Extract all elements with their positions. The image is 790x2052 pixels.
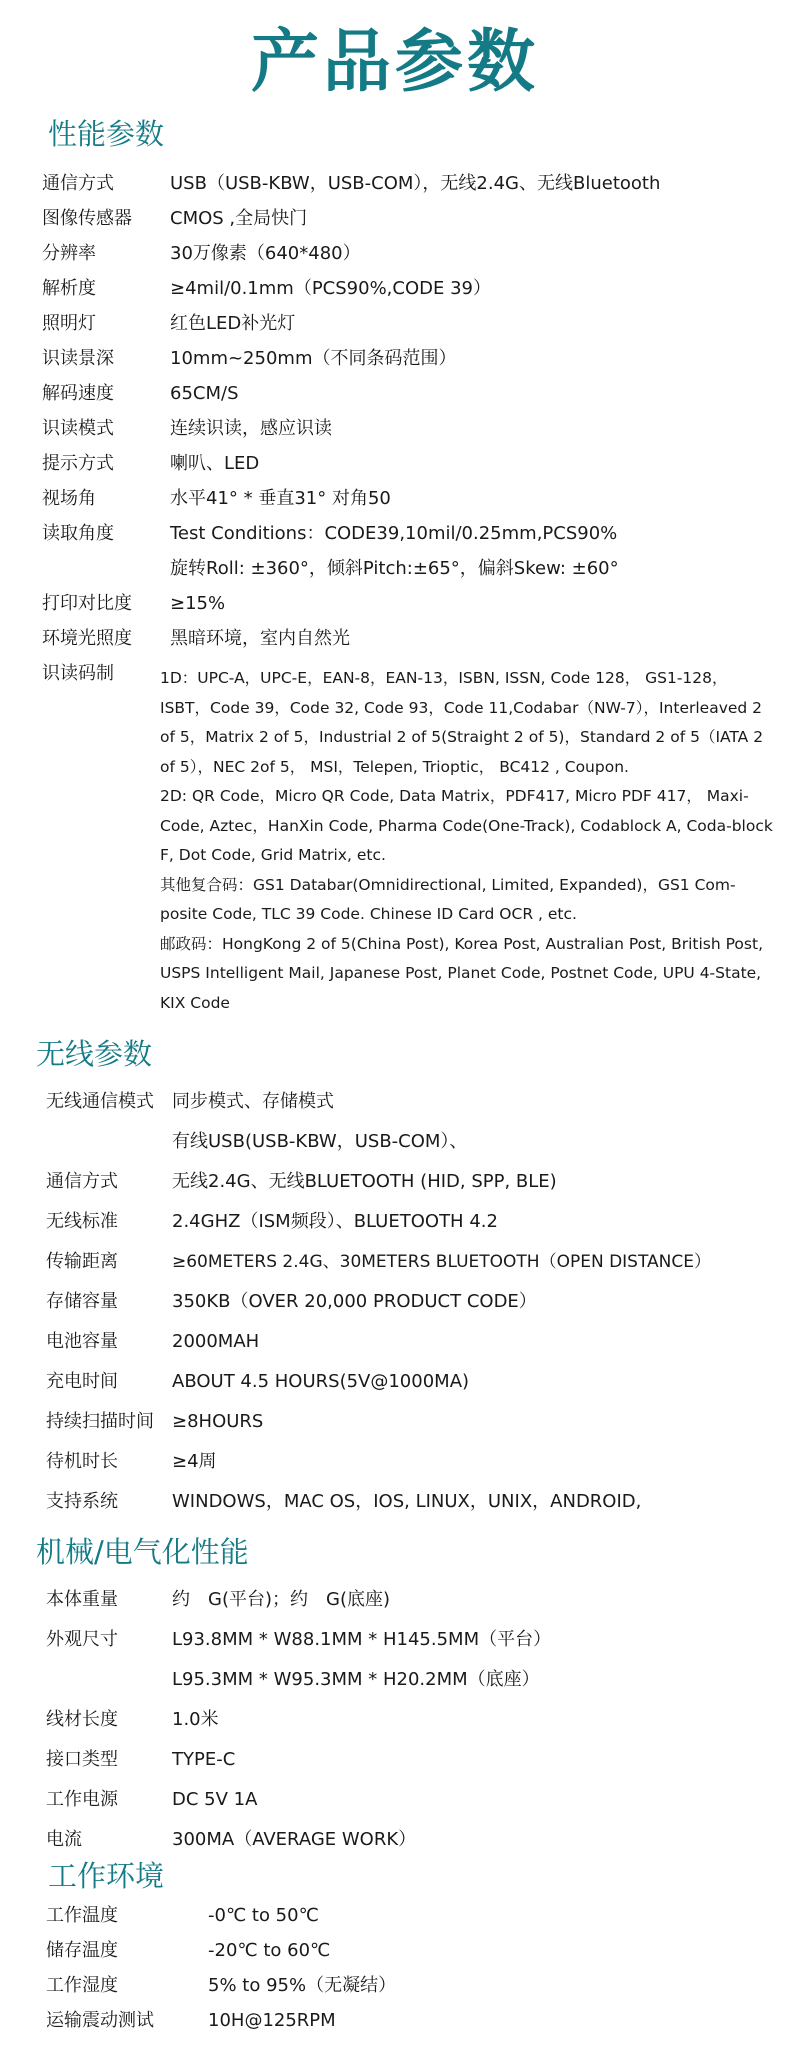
spec-row (0, 481, 790, 517)
spec-value: 同步模式、存储模式 (172, 1091, 334, 1112)
spec-label: 电流 (46, 1829, 82, 1850)
spec-row (0, 1084, 790, 1120)
spec-label: 持续扫描时间 (46, 1411, 154, 1432)
spec-label: 存储容量 (46, 1291, 118, 1312)
spec-row (0, 2003, 790, 2039)
spec-value: 约 G(平台)；约 G(底座) (172, 1589, 390, 1610)
spec-row (0, 516, 790, 552)
spec-row (0, 1404, 790, 1440)
spec-row (0, 201, 790, 237)
spec-row (0, 1444, 790, 1480)
section-heading-environment: 工作环境 (48, 1859, 165, 1893)
spec-value: 红色LED补光灯 (170, 313, 296, 334)
spec-value: 300MA（AVERAGE WORK） (172, 1829, 417, 1850)
spec-label: 提示方式 (42, 453, 114, 474)
spec-row (0, 551, 790, 587)
spec-value: 10mm~250mm（不同条码范围） (170, 348, 457, 369)
spec-value: 5% to 95%（无凝结） (208, 1975, 397, 1996)
spec-row (0, 1622, 790, 1658)
spec-row (0, 446, 790, 482)
spec-label: 照明灯 (42, 313, 96, 334)
spec-value: CMOS ,全局快门 (170, 208, 308, 229)
spec-value: ABOUT 4.5 HOURS(5V@1000MA) (172, 1371, 470, 1392)
spec-label: 外观尺寸 (46, 1629, 118, 1650)
spec-value: 连续识读，感应识读 (170, 418, 332, 439)
spec-label: 本体重量 (46, 1589, 118, 1610)
spec-row (0, 1898, 790, 1934)
spec-row (0, 1484, 790, 1520)
spec-value: ≥4周 (172, 1451, 217, 1472)
spec-value: 65CM/S (170, 383, 239, 404)
spec-value: 30万像素（640*480） (170, 243, 361, 264)
spec-label: 线材长度 (46, 1709, 118, 1730)
spec-label: 解码速度 (42, 383, 114, 404)
spec-label: 通信方式 (42, 173, 114, 194)
spec-row (0, 1662, 790, 1698)
spec-value: 水平41° * 垂直31° 对角50 (170, 488, 391, 509)
spec-value: USB（USB-KBW，USB-COM），无线2.4G、无线Bluetooth (170, 173, 661, 194)
spec-value: ≥8HOURS (172, 1411, 264, 1432)
spec-label: 通信方式 (46, 1171, 118, 1192)
spec-value: -20℃ to 60℃ (208, 1940, 331, 1961)
spec-label: 识读景深 (42, 348, 114, 369)
spec-value: TYPE-C (172, 1749, 236, 1770)
spec-row (0, 1244, 790, 1280)
codes-postal: 邮政码：HongKong 2 of 5(China Post), Korea Post, Australian Post, British Post, USPS Intelligent Mail, Japanese Post, Planet Code, Postnet Code, UPU 4-State, KIX Code (160, 934, 763, 1012)
spec-value: L95.3MM * W95.3MM * H20.2MM（底座） (172, 1669, 540, 1690)
spec-row (0, 1702, 790, 1738)
spec-row (0, 341, 790, 377)
section-heading-wireless: 无线参数 (36, 1037, 153, 1071)
spec-row (0, 1822, 790, 1858)
spec-row (0, 236, 790, 272)
spec-value: 2.4GHZ（ISM频段）、BLUETOOTH 4.2 (172, 1211, 498, 1232)
spec-label: 工作温度 (46, 1905, 118, 1926)
spec-row (0, 621, 790, 657)
spec-value: 10H@125RPM (208, 2010, 336, 2031)
spec-row (0, 1742, 790, 1778)
spec-row (0, 1204, 790, 1240)
spec-label: 接口类型 (46, 1749, 118, 1770)
spec-value: -0℃ to 50℃ (208, 1905, 319, 1926)
spec-value: 2000MAH (172, 1331, 260, 1352)
spec-value: 黑暗环境，室内自然光 (170, 628, 350, 649)
spec-label: 识读模式 (42, 418, 114, 439)
spec-value: 350KB（OVER 20,000 PRODUCT CODE） (172, 1291, 537, 1312)
codes-1d: 1D：UPC-A，UPC-E，EAN-8，EAN-13，ISBN, ISSN, Code 128， GS1-128， ISBT，Code 39，Code 32, Code 93，Code 11,Codabar（NW-7），Interleaved 2 of 5，Matrix 2 of 5，Industrial 2 of 5(Straight 2 of 5)，Standard 2 of 5（IATA 2 of 5），NEC 2of 5， MSI，Telepen, Trioptic， BC412 , Coupon. (160, 669, 764, 776)
spec-label: 支持系统 (46, 1491, 118, 1512)
spec-label: 打印对比度 (42, 593, 132, 614)
spec-row (0, 411, 790, 447)
spec-label: 环境光照度 (42, 628, 132, 649)
spec-row (0, 166, 790, 202)
spec-label: 待机时长 (46, 1451, 118, 1472)
spec-value: ≥15% (170, 593, 226, 614)
codes-composite: 其他复合码：GS1 Databar(Omnidirectional, Limited, Expanded)，GS1 Com-posite Code, TLC 39 Code. Chinese ID Card OCR , etc. (160, 875, 736, 923)
spec-row (0, 376, 790, 412)
spec-value: 有线USB(USB-KBW，USB-COM）、 (172, 1131, 468, 1152)
spec-value: ≥4mil/0.1mm（PCS90%,CODE 39） (170, 278, 492, 299)
spec-row (0, 1364, 790, 1400)
spec-label: 分辨率 (42, 243, 96, 264)
spec-value: ≥60METERS 2.4G、30METERS BLUETOOTH（OPEN DISTANCE） (172, 1252, 711, 1272)
codes-2d: 2D: QR Code，Micro QR Code, Data Matrix，PDF417, Micro PDF 417， Maxi-Code, Aztec，HanXin Code, Pharma Code(One-Track), Codablock A, Coda-block F, Dot Code, Grid Matrix, etc. (160, 787, 773, 864)
spec-label: 电池容量 (46, 1331, 118, 1352)
barcode-symbologies (160, 664, 780, 1018)
spec-value: WINDOWS，MAC OS，IOS, LINUX，UNIX，ANDROID, (172, 1491, 642, 1512)
spec-row (0, 1782, 790, 1818)
spec-row (0, 1968, 790, 2004)
spec-label: 工作电源 (46, 1789, 118, 1810)
spec-row (0, 586, 790, 622)
spec-value: 喇叭、LED (170, 453, 260, 474)
spec-label: 传输距离 (46, 1251, 118, 1272)
spec-label: 解析度 (42, 278, 96, 299)
spec-value: 旋转Roll: ±360°，倾斜Pitch:±65°，偏斜Skew: ±60° (170, 558, 619, 579)
spec-label: 读取角度 (42, 523, 114, 544)
spec-label: 充电时间 (46, 1371, 118, 1392)
spec-row (0, 1582, 790, 1618)
spec-label: 储存温度 (46, 1940, 118, 1961)
spec-label: 视场角 (42, 488, 96, 509)
spec-value: Test Conditions：CODE39,10mil/0.25mm,PCS90% (170, 523, 618, 544)
spec-row (0, 1933, 790, 1969)
spec-label: 工作湿度 (46, 1975, 118, 1996)
page-title: 产品参数 (250, 23, 539, 102)
spec-row (0, 1164, 790, 1200)
spec-label: 无线通信模式 (46, 1091, 154, 1112)
spec-label: 运输震动测试 (46, 2010, 154, 2031)
spec-row (0, 271, 790, 307)
spec-row (0, 1124, 790, 1160)
spec-value: 1.0米 (172, 1709, 219, 1730)
spec-value: L93.8MM * W88.1MM * H145.5MM（平台） (172, 1629, 552, 1650)
spec-value: 无线2.4G、无线BLUETOOTH (HID, SPP, BLE) (172, 1171, 557, 1192)
spec-label: 无线标准 (46, 1211, 118, 1232)
spec-row (0, 1324, 790, 1360)
section-heading-performance: 性能参数 (48, 117, 165, 151)
spec-row (0, 306, 790, 342)
spec-value: DC 5V 1A (172, 1789, 258, 1810)
section-heading-mechanical: 机械/电气化性能 (36, 1535, 249, 1569)
spec-row (0, 1284, 790, 1320)
spec-label: 图像传感器 (42, 208, 132, 229)
spec-label: 识读码制 (42, 663, 114, 684)
